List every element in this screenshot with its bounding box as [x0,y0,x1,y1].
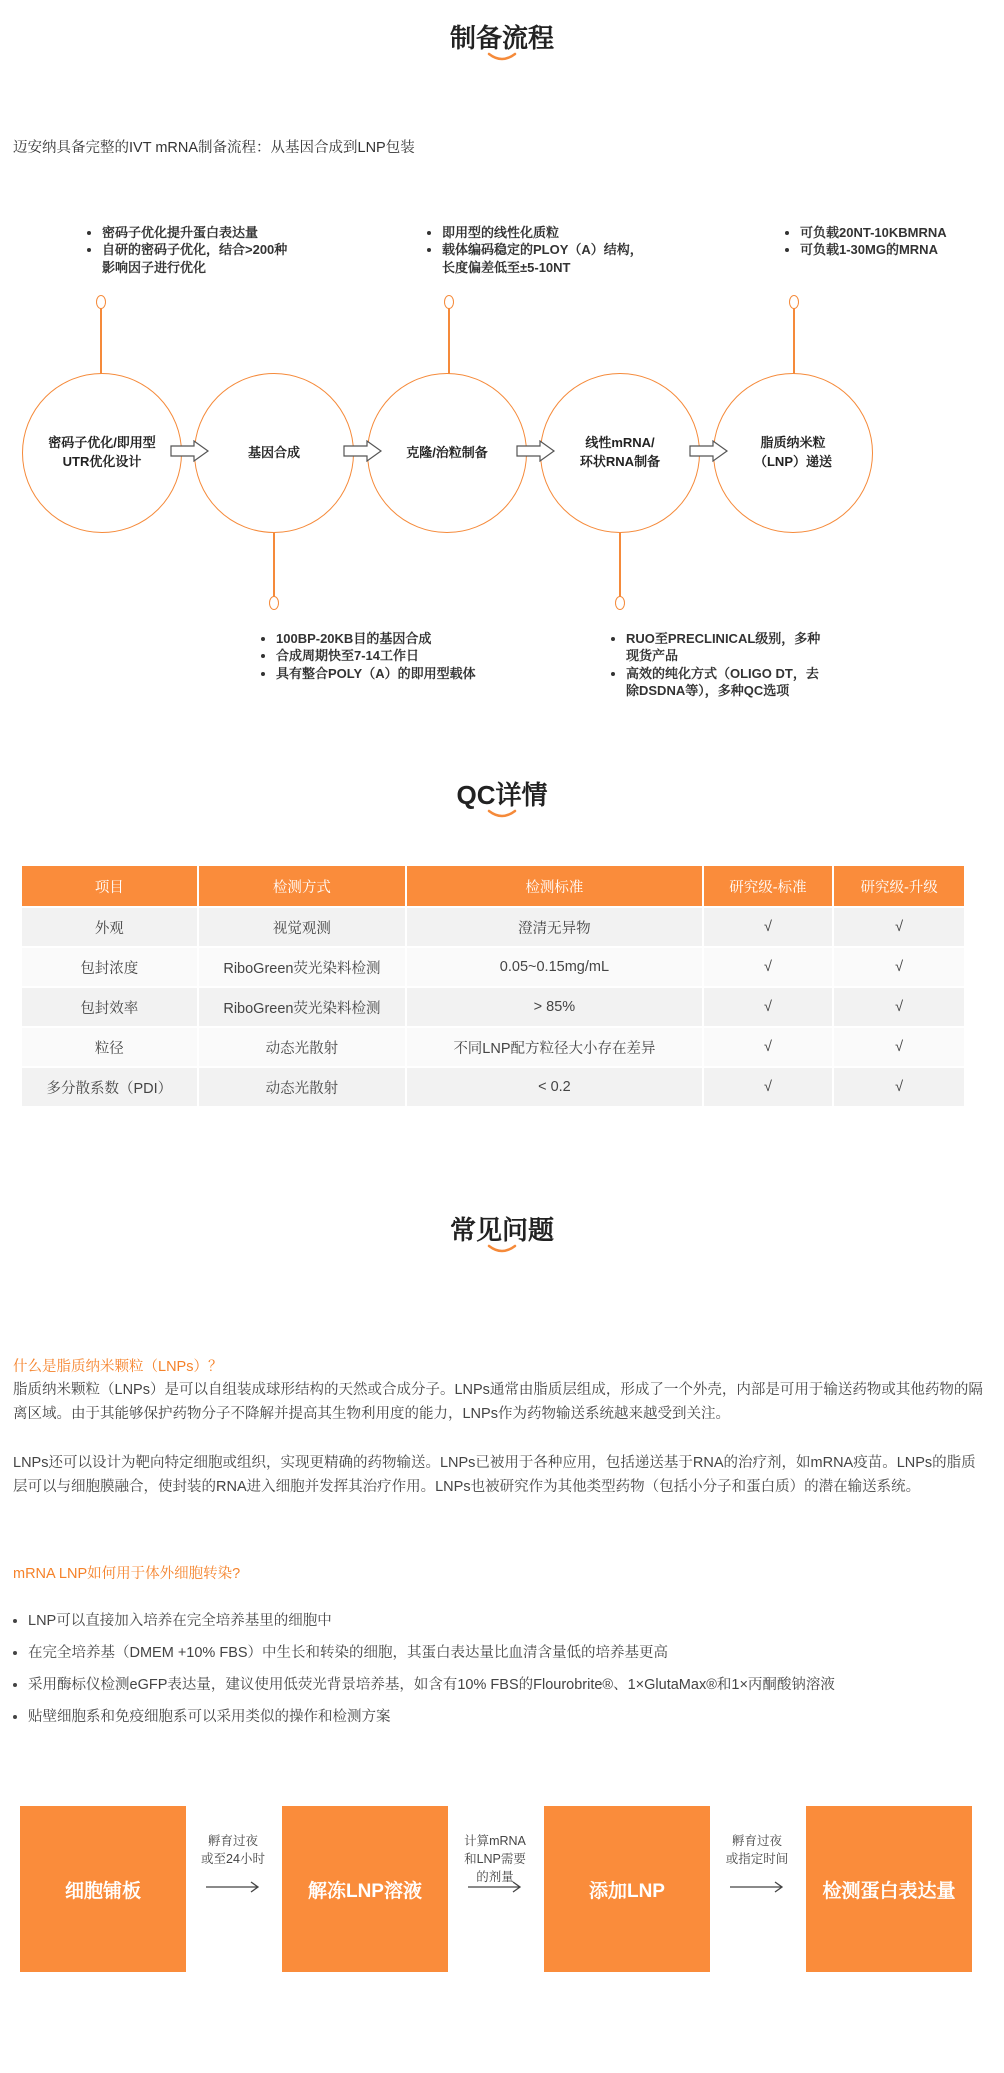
note-item: • RUO至PRECLINICAL级别，多种 现货产品 [626,630,886,665]
process-step-gene-synthesis: 基因合成 [194,373,354,533]
workflow-arrow-label: 孵育过夜 或指定时间 [725,1834,789,1866]
table-cell: √ [833,987,965,1027]
qc-table [20,864,966,1108]
note-item: • 具有整合POLY（A）的即用型载体 [276,665,576,682]
faq-question-lnp: 什么是脂质纳米颗粒（LNPs）？ [13,1359,223,1375]
column-header: 研究级-升级 [833,865,965,907]
note-item: • 可负载20NT-10KBMRNA [800,224,1004,241]
table-row [21,1067,965,1107]
table-cell: 包封效率 [21,987,198,1027]
workflow-step-thaw: 解冻LNP溶液 [282,1806,448,1972]
table-cell: 不同LNP配方粒径大小存在差异 [406,1027,702,1067]
table-cell: √ [833,947,965,987]
process-title: 制备流程 [449,23,554,53]
table-cell: √ [703,1027,834,1067]
faq-answer-paragraph: LNPs还可以设计为靶向特定细胞或组织，实现更精确的药物输送。LNPs已被用于各种应用，包括递送基于RNA的治疗剂，如mRNA疫苗。LNPs的脂质层可以与细胞膜融合，使封装的RNA进入细胞并发挥其治疗作用。LNPs也被研究作为其他类型药物（包括小分子和蛋白质）的潜在输送系统。 [13,1455,976,1495]
note-list-lnp [780,224,1004,259]
connector-knob-icon [615,596,625,610]
workflow-step-plating: 细胞铺板 [20,1806,186,1972]
process-step-codon: 密码子优化/即用型 UTR优化设计 [22,373,182,533]
table-cell: √ [703,987,834,1027]
table-cell: > 85% [406,987,702,1027]
faq-title: 常见问题 [449,1215,554,1245]
arrow-right-icon [205,1880,261,1894]
arrow-right-icon [170,440,210,462]
note-item: • 可负载1-30MG的MRNA [800,241,1004,258]
table-row [21,987,965,1027]
column-header: 检测标准 [406,865,702,907]
table-cell: RiboGreen荧光染料检测 [198,987,407,1027]
table-cell: 外观 [21,907,198,947]
note-list-gene [256,630,576,682]
workflow-step-add: 添加LNP [544,1806,710,1972]
faq-question-transfection: mRNA LNP如何用于体外细胞转染? [13,1566,241,1582]
table-row [21,947,965,987]
list-item: • LNP可以直接加入培养在完全培养基里的细胞中 [28,1605,835,1637]
arrow-right-icon [689,440,729,462]
column-header: 研究级-标准 [703,865,834,907]
note-item: • 载体编码稳定的PLOY（A）结构， 长度偏差低至±5-10NT [442,241,702,276]
list-item: • 采用酶标仪检测eGFP表达量，建议使用低荧光背景培养基，如含有10% FBS的Flourobrite®、1×GlutaMax®和1×丙酮酸钠溶液 [28,1669,835,1701]
table-cell: 视觉观测 [198,907,407,947]
title-underline-icon [487,52,517,62]
workflow-arrow-label: 计算mRNA 和LNP需要 的剂量 [464,1834,526,1884]
connector-line [100,308,102,374]
arrow-right-icon [343,440,383,462]
faq-bullet-list [13,1605,835,1733]
table-row [21,1027,965,1067]
column-header: 检测方式 [198,865,407,907]
qc-title: QC详情 [456,780,548,810]
connector-line [793,308,795,374]
process-step-mrna: 线性mRNA/ 环状RNA制备 [540,373,700,533]
arrow-right-icon [467,1880,523,1894]
workflow-arrow-label: 孵育过夜 或至24小时 [201,1834,265,1866]
note-item: • 自研的密码子优化，结合>200种 影响因子进行优化 [102,241,362,276]
table-cell: 包封浓度 [21,947,198,987]
connector-knob-icon [789,295,799,309]
table-cell: 多分散系数（PDI） [21,1067,198,1107]
table-row [21,907,965,947]
faq-answer-paragraph: 脂质纳米颗粒（LNPs）是可以自组装成球形结构的天然或合成分子。LNPs通常由脂质层组成，形成了一个外壳，内部是可用于输送药物或其他药物的隔离区域。由于其能够保护药物分子不降解并提高其生物利用度的能力，LNPs作为药物输送系统越来越受到关注。 [13,1382,983,1422]
table-cell: 0.05~0.15mg/mL [406,947,702,987]
connector-knob-icon [269,596,279,610]
note-list-plasmid [422,224,702,276]
table-cell: 澄清无异物 [406,907,702,947]
connector-knob-icon [96,295,106,309]
table-cell: 动态光散射 [198,1027,407,1067]
note-list-codon [82,224,362,276]
arrow-right-icon [516,440,556,462]
table-cell: √ [703,907,834,947]
note-item: • 高效的纯化方式（OLIGO DT，去 除DSDNA等），多种QC选项 [626,665,886,700]
note-item: • 密码子优化提升蛋白表达量 [102,224,362,241]
title-underline-icon [487,809,517,819]
process-intro: 迈安纳具备完整的IVT mRNA制备流程：从基因合成到LNP包装 [13,140,415,156]
note-list-purification [606,630,886,700]
title-underline-icon [487,1244,517,1254]
column-header: 项目 [21,865,198,907]
arrow-right-icon [729,1880,785,1894]
process-step-lnp: 脂质纳米粒 （LNP）递送 [713,373,873,533]
workflow-step-detect: 检测蛋白表达量 [806,1806,972,1972]
table-cell: √ [703,947,834,987]
table-header-row [21,865,965,907]
list-item: • 贴壁细胞系和免疫细胞系可以采用类似的操作和检测方案 [28,1701,835,1733]
table-cell: √ [833,1067,965,1107]
note-item: • 合成周期快至7-14工作日 [276,647,576,664]
note-item: • 即用型的线性化质粒 [442,224,702,241]
connector-line [273,533,275,597]
table-cell: 动态光散射 [198,1067,407,1107]
table-cell: √ [833,1027,965,1067]
table-cell: 粒径 [21,1027,198,1067]
list-item: • 在完全培养基（DMEM +10% FBS）中生长和转染的细胞，其蛋白表达量比血清含量低的培养基更高 [28,1637,835,1669]
connector-line [448,308,450,374]
table-cell: √ [833,907,965,947]
table-cell: √ [703,1067,834,1107]
table-cell: RiboGreen荧光染料检测 [198,947,407,987]
table-cell: < 0.2 [406,1067,702,1107]
connector-line [619,533,621,597]
process-step-cloning: 克隆/治粒制备 [367,373,527,533]
note-item: • 100BP-20KB目的基因合成 [276,630,576,647]
connector-knob-icon [444,295,454,309]
